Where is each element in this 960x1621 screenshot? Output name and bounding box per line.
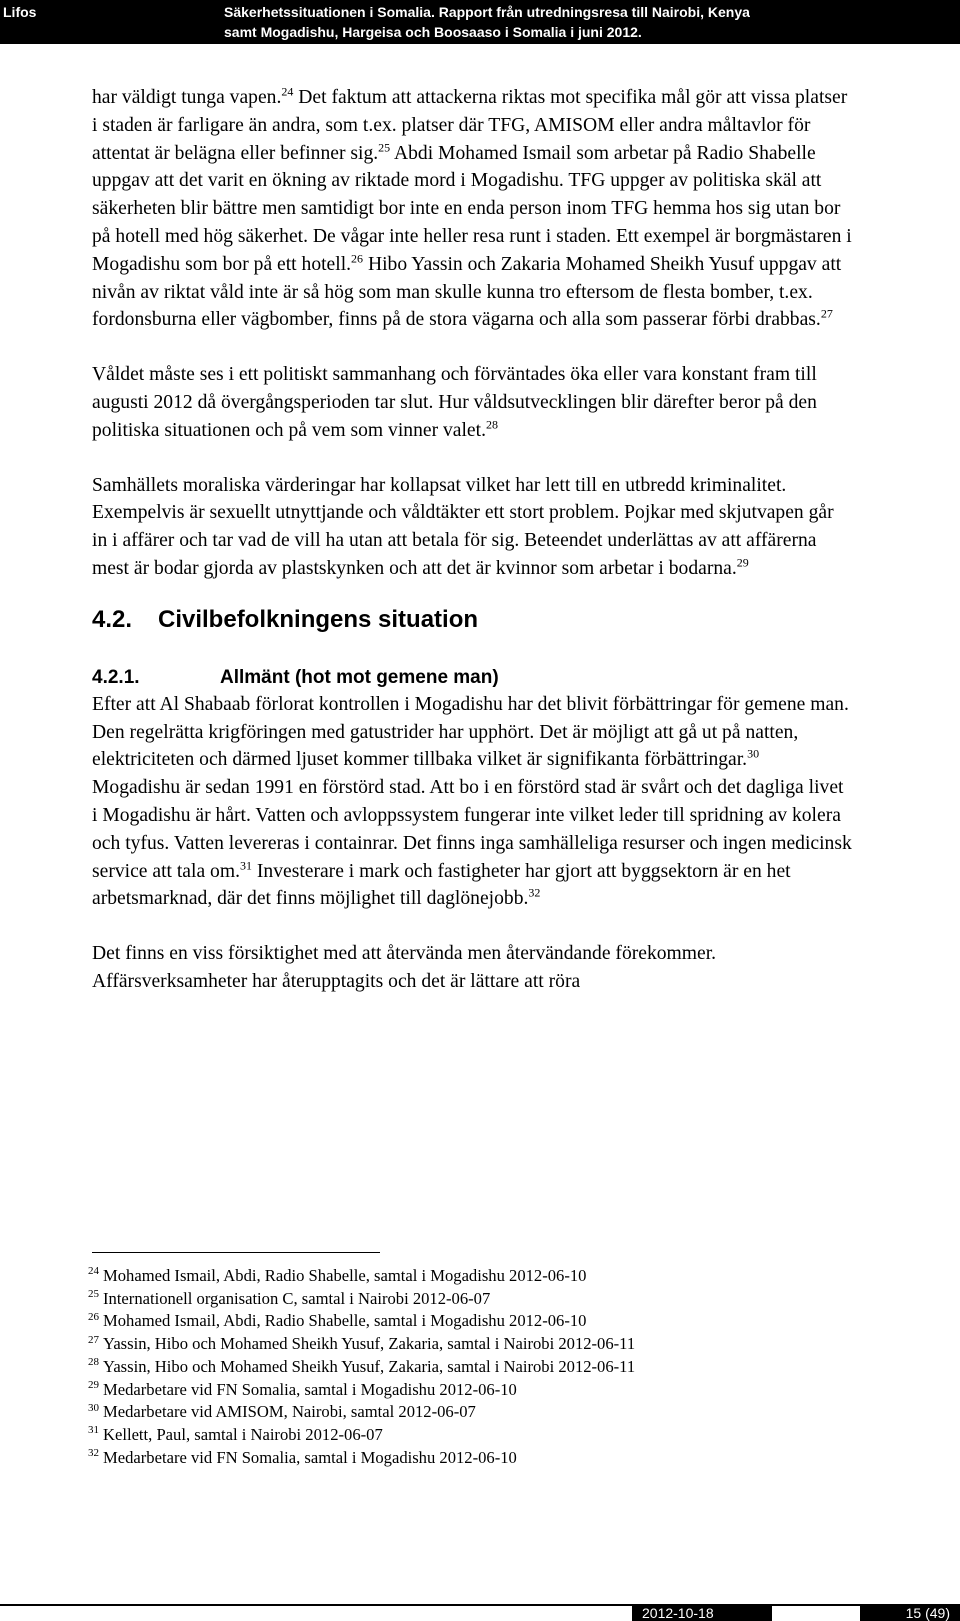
footnote (88, 1333, 868, 1356)
text-run: Investerare i mark och fastigheter har gjort att byggsektorn är en het arbetsmarknad, där det finns möjlighet till daglönejobb. (92, 860, 791, 910)
paragraph-2 (92, 361, 852, 444)
footnote-number: 28 (88, 1356, 99, 1369)
footnote-number: 29 (88, 1378, 99, 1391)
footnote-text: Mohamed Ismail, Abdi, Radio Shabelle, samtal i Mogadishu 2012-06-10 (103, 1311, 587, 1331)
text-run: Abdi Mohamed Ismail som arbetar på Radio Shabelle uppgav att det varit en ökning av riktade mord i Mogadishu. TFG uppger av politiska skäl att säkerheten blir bättre men samtidigt bor inte en enda person inom TFG hemma hos sig utan bor på hotell med hög säkerhet. De vågar inte heller resa runt i staden. Ett exempel är borgmästaren i Mogadishu som bor på ett hotell. (92, 142, 852, 275)
footnote-ref[interactable]: 24 (281, 84, 294, 99)
footnote-ref[interactable]: 26 (351, 251, 364, 266)
footnote-ref[interactable]: 30 (747, 746, 760, 761)
subsection-title: Allmänt (hot mot gemene man) (220, 666, 499, 688)
footnote (88, 1310, 868, 1333)
page-footer (0, 1604, 960, 1621)
paragraph-1 (92, 84, 852, 334)
footnote-text: Yassin, Hibo och Mohamed Sheikh Yusuf, Zakaria, samtal i Nairobi 2012-06-11 (103, 1356, 636, 1376)
subsection-number: 4.2.1. (92, 666, 140, 688)
page-header (0, 0, 960, 44)
text-run: Hibo Yassin och Zakaria Mohamed Sheikh Yusuf uppgav att nivån av riktat våld inte är så hög som man skulle kunna tro eftersom de flesta bomber, t.ex. fordonsburna eller vägbomber, finns på de stora vägarna och alla som passerar förbi drabbas. (92, 253, 842, 331)
footnote-separator (92, 1252, 380, 1253)
footnote-ref[interactable]: 29 (736, 555, 749, 570)
text-run: Efter att Al Shabaab förlorat kontrollen i Mogadishu har det blivit förbättringar för gemene man. Den regelrätta krigföringen med gatustrider har upphört. Det är möjligt att gå ut på natten, elektriciteten och därmed ljuset kommer tillbaka vilket är signifikanta förbättringar. (92, 693, 849, 771)
footnote-text: Kellett, Paul, samtal i Nairobi 2012-06-07 (103, 1424, 383, 1444)
footnote-ref[interactable]: 31 (239, 858, 252, 872)
footnote-number: 30 (88, 1401, 99, 1414)
footnote (88, 1401, 868, 1424)
section-title: Civilbefolkningens situation (158, 605, 479, 633)
footer-date: 2012-10-18 (632, 1605, 772, 1621)
subsection-heading (92, 665, 852, 691)
footnote-ref[interactable]: 32 (528, 885, 541, 900)
footnotes (88, 1265, 868, 1469)
paragraph-3 (92, 472, 852, 583)
footer-page-number: 15 (49) (860, 1605, 960, 1621)
text-run: Samhällets moraliska värderingar har kollapsat vilket har lett till en utbredd kriminalitet. Exempelvis är sexuellt utnyttjande och våldtäkter ett stort problem. Pojkar med skjutvapen går in i affärer och tar vad de vill ha utan att betala för sig. Beteendet underlättas av att affärerna mest är bodar gjorda av plastskynken och att det är kvinnor som arbetar i bodarna. (92, 474, 834, 579)
footnote-ref[interactable]: 28 (485, 417, 498, 432)
footnote-text: Yassin, Hibo och Mohamed Sheikh Yusuf, Zakaria, samtal i Nairobi 2012-06-11 (103, 1334, 636, 1354)
footnote-text: Medarbetare vid AMISOM, Nairobi, samtal 2012-06-07 (103, 1402, 476, 1422)
footnote-text: Medarbetare vid FN Somalia, samtal i Mogadishu 2012-06-10 (103, 1379, 517, 1399)
footnote-ref[interactable]: 27 (820, 306, 833, 321)
header-title-line-1: Säkerhetssituationen i Somalia. Rapport från utredningsresa till Nairobi, Kenya (224, 4, 750, 20)
footnote (88, 1447, 868, 1470)
footnote-text: Internationell organisation C, samtal i Nairobi 2012-06-07 (103, 1288, 491, 1308)
header-org-block (0, 0, 210, 44)
header-org-name: Lifos (3, 4, 37, 20)
footnote (88, 1356, 868, 1379)
text-run: Våldet måste ses i ett politiskt sammanhang och förväntades öka eller vara konstant fram till augusti 2012 då övergångsperioden tar slut. Hur våldsutvecklingen blir därefter beror på den politiska situationen och på vem som vinner valet. (92, 364, 817, 441)
text-run: Det faktum att attackerna riktas mot specifika mål gör att vissa platser i staden är farligare än andra, som t.ex. platser där TFG, AMISOM eller andra måltavlor för attentat är belägna eller befinner sig. (92, 87, 848, 164)
footnote (88, 1265, 868, 1288)
header-title-line-2: samt Mogadishu, Hargeisa och Boosaaso i Somalia i juni 2012. (224, 24, 642, 40)
footnote (88, 1288, 868, 1311)
paragraph-5 (92, 940, 852, 996)
footnote-number: 26 (88, 1310, 99, 1323)
footnote-text: Mohamed Ismail, Abdi, Radio Shabelle, samtal i Mogadishu 2012-06-10 (103, 1266, 587, 1285)
body-content (92, 84, 852, 996)
text-run: har väldigt tunga vapen. (92, 87, 282, 108)
footnote-number: 31 (88, 1424, 99, 1437)
footnote-number: 25 (88, 1288, 99, 1301)
footnote-number: 27 (88, 1333, 99, 1346)
footnote-number: 24 (88, 1265, 99, 1278)
footnote (88, 1424, 868, 1447)
footer-rule (0, 1604, 960, 1606)
section-number: 4.2. (92, 605, 133, 633)
footnote-ref[interactable]: 25 (378, 140, 391, 155)
text-run: Mogadishu är sedan 1991 en förstörd stad. Att bo i en förstörd stad är svårt och det dagliga livet i Mogadishu är hårt. Vatten och avloppssystem fungerar inte vilket leder till spridning av kolera och tyfus. Vatten levereras i containrar. Det finns inga samhälleliga resurser och ingen medicinsk service att tala om. (92, 777, 852, 882)
header-title-block (210, 0, 960, 44)
paragraph-4 (92, 691, 852, 913)
footnote (88, 1379, 868, 1402)
section-heading (92, 605, 852, 635)
text-run: Det finns en viss försiktighet med att återvända men återvändande förekommer. Affärsverksamheter har återupptagits och det är lättare att röra (92, 943, 717, 992)
footnote-number: 32 (88, 1447, 99, 1460)
footnote-text: Medarbetare vid FN Somalia, samtal i Mogadishu 2012-06-10 (103, 1447, 517, 1467)
header-rule (0, 41, 960, 44)
